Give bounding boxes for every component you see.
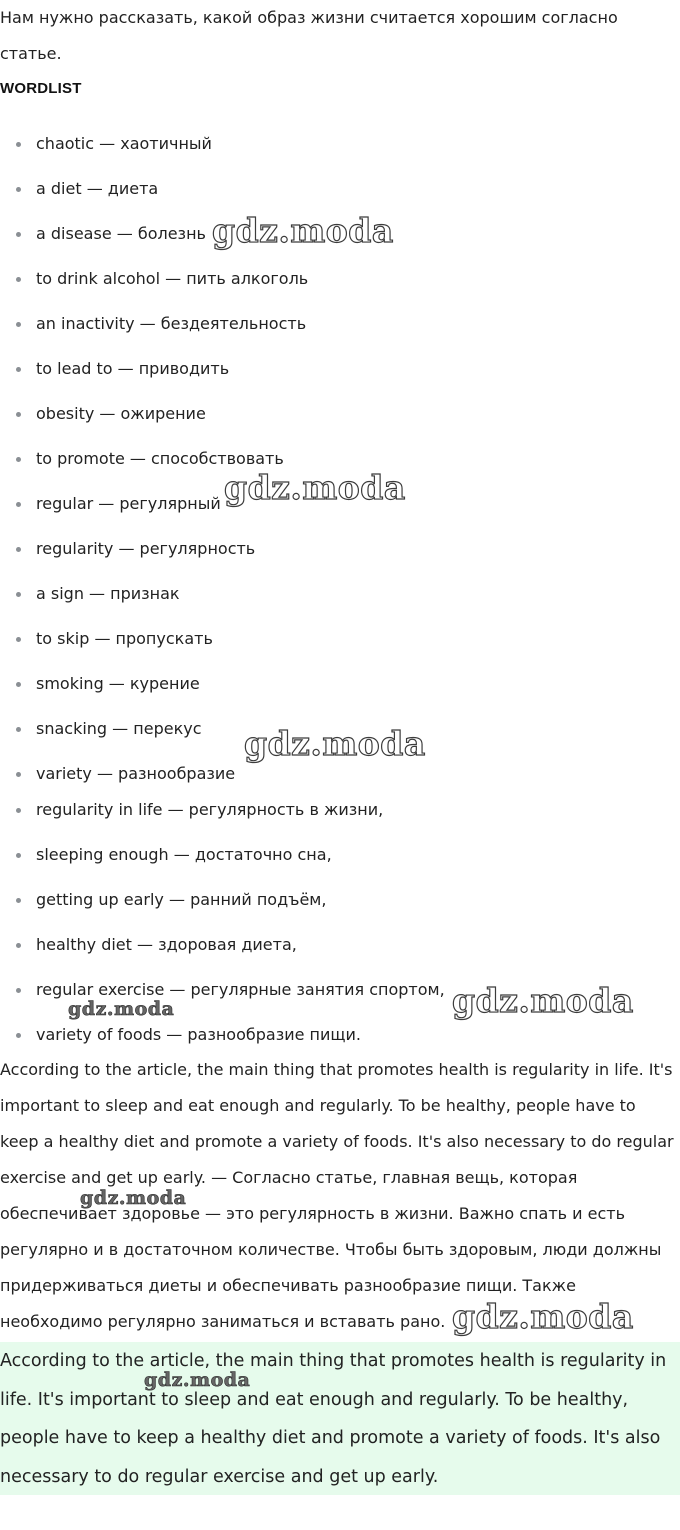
bullet-icon: [16, 142, 21, 147]
wordlist-item-text: getting up early — ранний подъём,: [36, 890, 327, 909]
bullet-icon: [16, 988, 21, 993]
wordlist-item-text: sleeping enough — достаточно сна,: [36, 845, 332, 864]
watermark: gdz.moda: [244, 724, 426, 763]
wordlist-heading: WORDLIST: [0, 80, 82, 97]
watermark: gdz.moda: [452, 1297, 634, 1336]
wordlist-item-text: regular — регулярный: [36, 494, 221, 513]
bullet-icon: [16, 502, 21, 507]
wordlist-item-text: variety of foods — разнообразие пищи.: [36, 1025, 361, 1044]
wordlist-item-text: a sign — признак: [36, 584, 180, 603]
bullet-icon: [16, 808, 21, 813]
bullet-icon: [16, 547, 21, 552]
wordlist-item-text: chaotic — хаотичный: [36, 134, 212, 153]
wordlist-item-text: variety — разнообразие: [36, 764, 236, 783]
wordlist-item-text: regularity in life — регулярность в жизни,: [36, 800, 384, 819]
wordlist-item-text: a disease — болезнь: [36, 224, 206, 243]
bullet-icon: [16, 367, 21, 372]
watermark: gdz.moda: [224, 468, 406, 507]
watermark: gdz.moda: [68, 998, 175, 1020]
wordlist-item-text: regularity — регулярность: [36, 539, 256, 558]
answer-english: According to the article, the main thing that promotes health is regularity in life. It's important to sleep and eat enough and regularly. To be healthy, people have to keep a healthy diet and promote a variety of foods. It's also necessary to do regular exercise and get up early.: [0, 1351, 667, 1487]
wordlist-item-text: to lead to — приводить: [36, 359, 230, 378]
wordlist-item-text: to skip — пропускать: [36, 629, 213, 648]
bullet-icon: [16, 727, 21, 732]
bullet-icon: [16, 772, 21, 777]
bullet-icon: [16, 322, 21, 327]
bullet-icon: [16, 637, 21, 642]
wordlist-item-text: obesity — ожирение: [36, 404, 206, 423]
bullet-icon: [16, 277, 21, 282]
bullet-icon: [16, 592, 21, 597]
wordlist-item-text: snacking — перекус: [36, 719, 202, 738]
answer-bilingual: According to the article, the main thing that promotes health is regularity in life. It's important to sleep and eat enough and regularly. To be healthy, people have to keep a healthy diet and promote a variety of foods. It's also necessary to do regular exercise and get up early. — Согласно статье, главная вещь, которая обеспечивает здоровье — это регулярность в жизни. Важно спать и есть регулярно и в достаточном количестве. Чтобы быть здоровым, люди должны придерживаться диеты и обеспечивать разнообразие пищи. Также необходимо регулярно заниматься и вставать рано.: [0, 1060, 674, 1331]
task-description: Нам нужно рассказать, какой образ жизни считается хорошим согласно статье.: [0, 8, 618, 63]
wordlist-item-text: to drink alcohol — пить алкоголь: [36, 269, 309, 288]
bullet-icon: [16, 412, 21, 417]
bullet-icon: [16, 898, 21, 903]
watermark: gdz.moda: [212, 211, 394, 250]
wordlist-item-text: healthy diet — здоровая диета,: [36, 935, 297, 954]
watermark: gdz.moda: [80, 1187, 187, 1209]
bullet-icon: [16, 187, 21, 192]
wordlist-item-text: regular exercise — регулярные занятия спортом,: [36, 980, 445, 999]
wordlist-item-text: smoking — курение: [36, 674, 200, 693]
bullet-icon: [16, 943, 21, 948]
wordlist-item-text: an inactivity — бездеятельность: [36, 314, 307, 333]
bullet-icon: [16, 853, 21, 858]
bullet-icon: [16, 1033, 21, 1038]
bullet-icon: [16, 457, 21, 462]
bullet-icon: [16, 232, 21, 237]
bullet-icon: [16, 682, 21, 687]
wordlist-item-text: to promote — способствовать: [36, 449, 284, 468]
wordlist-item-text: a diet — диета: [36, 179, 159, 198]
watermark: gdz.moda: [452, 981, 634, 1020]
answer-highlight-box: [0, 1342, 680, 1495]
watermark: gdz.moda: [144, 1369, 251, 1391]
